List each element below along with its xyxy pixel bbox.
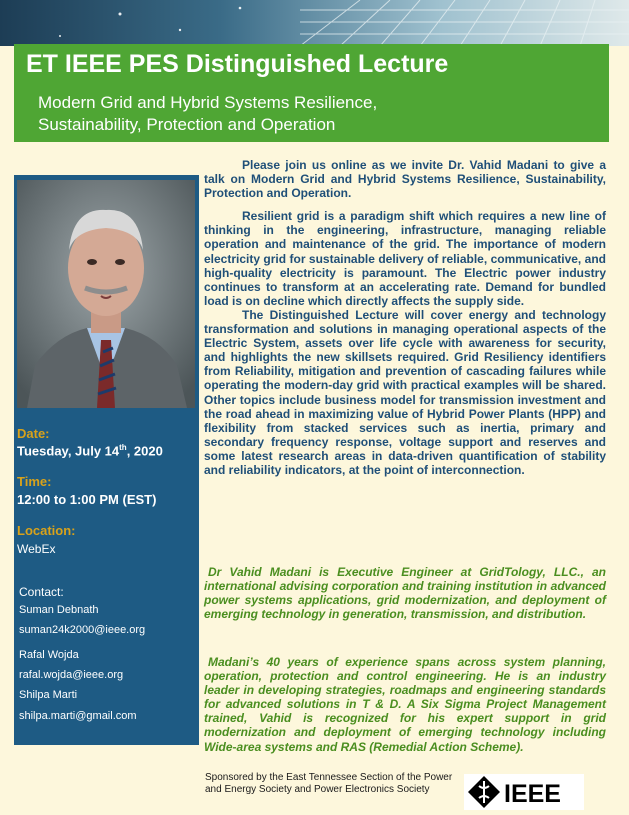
date-value: Tuesday, July 14th, 2020 [17,443,163,459]
power-grid-decoration [0,0,629,46]
page-title: ET IEEE PES Distinguished Lecture [26,50,449,78]
speaker-bio-1: Dr Vahid Madani is Executive Engineer at GridTology, LLC., an international advising corporation and training institution in advanced power systems applications, grid modernization, and deployment of emerging technology in generation, transmission, and distribution. [204,565,606,622]
speaker-photo [17,180,195,408]
contact-email-2[interactable]: rafal.wojda@ieee.org [19,669,124,681]
intro-paragraph: Please join us online as we invite Dr. Vahid Madani to give a talk on Modern Grid and Hybrid Systems Resilience, Sustainability, Protection and Operation. [204,158,606,201]
speaker-bio-2: Madani’s 40 years of experience spans across system planning, operation, protection and control engineering. He is an industry leader in developing strategies, roadmaps and engineering standards for advanced solutions in T & D. A Six Sigma Project Management trained, Vahid is recognized for his expert support in grid modernization and deployment of emerging technology including Wide-area systems and RAS (Remedial Action Scheme). [204,655,606,754]
contact-name-1: Suman Debnath [19,604,99,616]
topics-paragraph: The Distinguished Lecture will cover energy and technology transformation and solutions in managing operational aspects of the Electric System, assets over life cycle with awareness for security, and highlights the new skillsets required. Grid Resiliency identifiers from Reliability, mitigation and prevention of cascading failures while operating the modern-day grid with practical examples will be shared. Other topics include business model for transmission investment and the road ahead in maximizing value of Hybrid Power Plants (HPP) and flexibility from stacked services such as inertia, primary and secondary frequency response, voltage support and reserves and some latest research areas in data-driven quantification of stability and reliability indicators, at the point of interconnection. [204,307,606,477]
lecture-description [204,158,606,477]
page-subtitle [38,92,377,136]
subtitle-line-2: Sustainability, Protection and Operation [38,115,336,134]
contact-email-3[interactable]: shilpa.marti@gmail.com [19,710,137,722]
resilience-paragraph: Resilient grid is a paradigm shift which requires a new line of thinking in the engineering, infrastructure, managing reliable operation and maintenance of the grid. The importance of modern electricity grid for sustainable delivery of reliable, communicative, and high-quality electricity is paramount. The Electric power industry continues to transform at an accelerating rate. Demand for bundled load is on decline which directly affects the supply side. [204,209,606,308]
ieee-logo-icon [464,774,584,810]
subtitle-line-1: Modern Grid and Hybrid Systems Resilience, [38,93,378,112]
contact-email-1[interactable]: suman24k2000@ieee.org [19,624,146,636]
location-value: WebEx [17,542,56,556]
header-banner-image [0,0,629,46]
location-label: Location: [17,523,76,538]
contact-name-3: Shilpa Marti [19,689,78,701]
sponsor-note: Sponsored by the East Tennessee Section of the Power and Energy Society and Power Electronics Society [205,772,453,795]
time-label: Time: [17,474,52,489]
contact-label: Contact: [19,585,64,599]
ieee-logo-text: IEEE [504,780,561,808]
contact-name-2: Rafal Wojda [19,649,79,661]
time-value: 12:00 to 1:00 PM (EST) [17,492,157,507]
date-label: Date: [17,426,50,441]
